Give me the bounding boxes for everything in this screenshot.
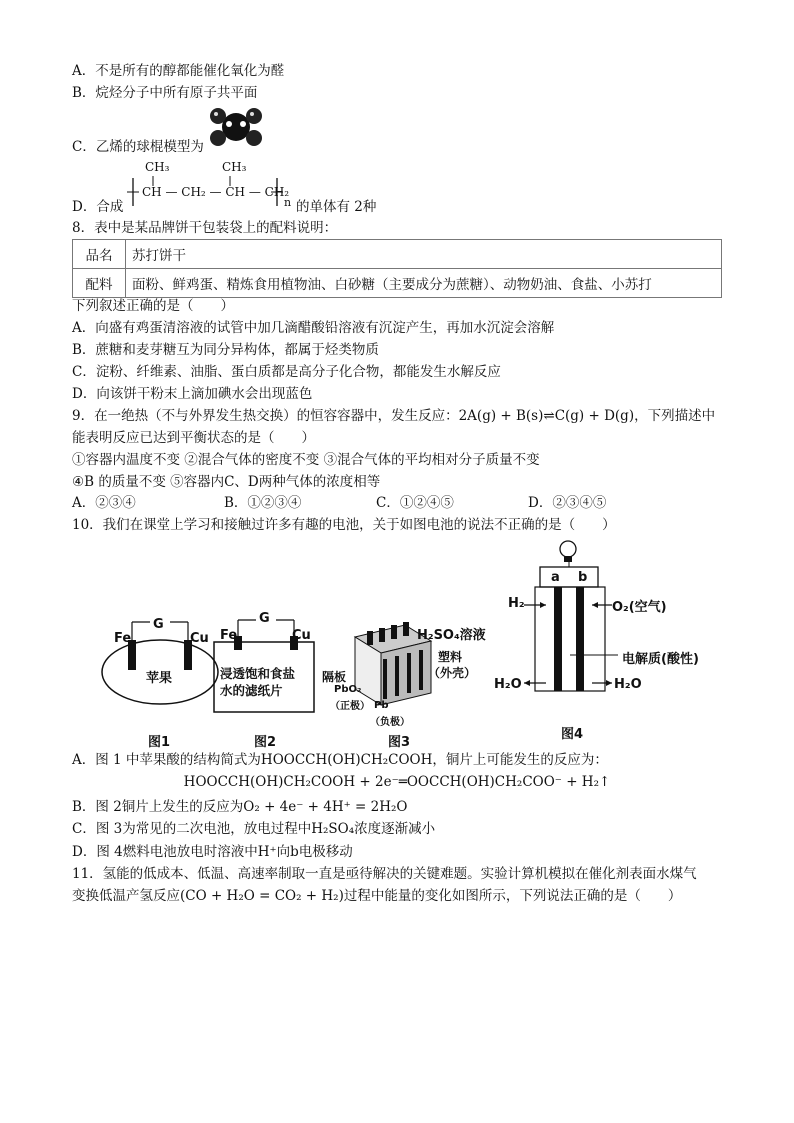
fig3-solution-label: H₂SO₄溶液 [417,628,486,643]
q10-option-a-line1: A．图 1 中苹果酸的结构简式为HOOCCH(OH)CH₂COOH，铜片上可能发生的反应为： [72,752,608,768]
fig4-o2-label: O₂(空气) [612,600,667,615]
q11-line1: 11．氢能的低成本、低温、高速率制取一直是亟待解决的关键难题。实验计算机模拟在催化剂表面水煤气 [72,866,697,882]
table-row [73,269,722,298]
fig1-fe-label: Fe [114,631,132,646]
q8-option-c: C．淀粉、纤维素、油脂、蛋白质都是高分子化合物，都能发生水解反应 [72,364,501,380]
q9-line4: ④B 的质量不变 ⑤容器内C、D两种气体的浓度相等 [72,474,381,490]
fig2-body-line2: 水的滤纸片 [220,683,283,698]
fig1-caption: 图1 [148,735,171,750]
polymer-ch3-left: CH₃ [145,160,170,174]
fig3-pbo2-label: PbO₂ [334,684,362,695]
table-cell: 苏打饼干 [126,240,722,269]
q9-line1: 9．在一绝热（不与外界发生热交换）的恒容容器中，发生反应：2A(g) + B(s)⇌C(g) + D(g)，下列描述中 [72,408,716,424]
q10-option-a-equation: HOOCCH(OH)CH₂COOH + 2e⁻═OOCCH(OH)CH₂COO⁻ + H₂↑ [183,774,611,790]
q9-option-a: A．②③④ [72,495,136,511]
ingredient-table [72,239,722,298]
q10-option-d: D．图 4燃料电池放电时溶液中H⁺向b电极移动 [72,844,353,860]
fig4-a-label: a [551,570,560,585]
fig4-b-label: b [578,570,588,585]
polymer-n: n [284,196,292,209]
fig2-g-label: G [259,611,270,626]
polymer-ch3-right: CH₃ [222,160,247,174]
q8-option-a: A．向盛有鸡蛋清溶液的试管中加几滴醋酸铅溶液有沉淀产生，再加水沉淀会溶解 [72,320,555,336]
q10-option-c: C．图 3为常见的二次电池，放电过程中H₂SO₄浓度逐渐减小 [72,821,436,837]
q8-stem: 8．表中是某品牌饼干包装袋上的配料说明： [72,220,338,236]
fig3-caption: 图3 [388,735,411,750]
table-cell: 品名 [73,240,126,269]
q7-option-d-prefix: D．合成 [72,199,124,215]
table-row [73,240,722,269]
q10-option-b: B．图 2铜片上发生的反应为O₂ + 4e⁻ + 4H⁺ = 2H₂O [72,799,408,815]
q7-option-b: B．烷烃分子中所有原子共平面 [72,85,258,101]
fig1-cu-label: Cu [190,631,209,646]
ethylene-model-image [205,106,267,148]
fig3-separator-label: 隔板 [322,670,347,684]
q8-option-d: D．向该饼干粉末上滴加碘水会出现蓝色 [72,386,313,402]
table-cell: 面粉、鲜鸡蛋、精炼食用植物油、白砂糖（主要成分为蔗糖）、动物奶油、食盐、小苏打 [126,269,722,298]
q9-option-d: D．②③④⑤ [528,495,607,511]
q9-option-b: B．①②③④ [224,495,302,511]
fig3-shell-label: （外壳） [428,666,477,680]
q8-ask: 下列叙述正确的是（ ） [72,298,234,314]
figure4-fuel-cell [500,535,700,715]
fig2-fe-label: Fe [220,628,238,643]
fig2-body-line1: 浸透饱和食盐 [220,666,296,681]
fig2-caption: 图2 [254,735,277,750]
polymer-chain: CH — CH₂ — CH — CH₂ [142,185,290,199]
q10-stem: 10．我们在课堂上学习和接触过许多有趣的电池，关于如图电池的说法不正确的是（ ） [72,517,616,533]
q9-line3: ①容器内温度不变 ②混合气体的密度不变 ③混合气体的平均相对分子质量不变 [72,452,540,468]
fig1-apple-label: 苹果 [146,671,173,686]
q9-option-c: C．①②④⑤ [376,495,454,511]
fig4-h2o-left-label: H₂O [494,677,522,692]
q7-option-d-suffix: 的单体有 2种 [296,199,377,215]
table-cell: 配料 [73,269,126,298]
q9-line2: 能表明反应已达到平衡状态的是（ ） [72,430,315,446]
q11-line2: 变换低温产氢反应(CO + H₂O = CO₂ + H₂)过程中能量的变化如图所示，下列说法正确的是（ ） [72,888,682,904]
fig3-pb-label: Pb [374,700,389,711]
q8-option-b: B．蔗糖和麦芽糖互为同分异构体，都属于烃类物质 [72,342,379,358]
fig1-g-label: G [153,617,164,632]
fig3-negative-label: （负极） [370,717,410,728]
fig4-caption: 图4 [561,727,584,742]
q7-option-c: C．乙烯的球棍模型为 [72,139,204,155]
fig2-cu-label: Cu [292,628,311,643]
q7-option-a: A．不是所有的醇都能催化氧化为醛 [72,63,285,79]
fig4-h2o-right-label: H₂O [614,677,642,692]
fig3-positive-label: （正极） [330,701,370,712]
fig4-electrolyte-label: 电解质(酸性) [622,652,699,667]
fig4-h2-label: H₂ [508,596,525,611]
fig3-plastic-label: 塑料 [438,650,463,664]
